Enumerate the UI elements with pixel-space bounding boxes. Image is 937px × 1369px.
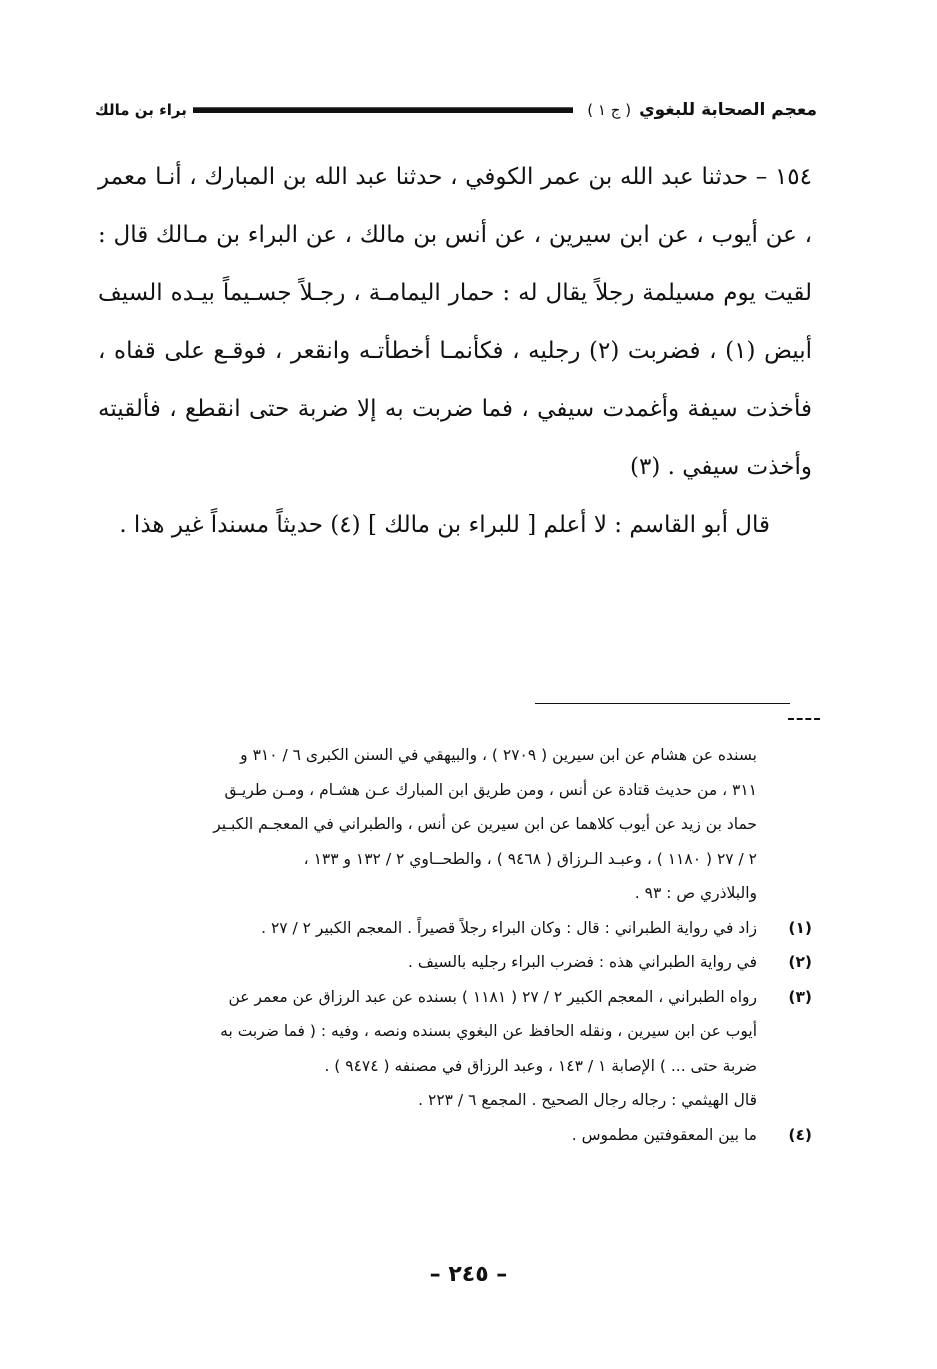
footnote-line: زاد في رواية الطبراني : قال : وكان البراء رجلاً قصيراً . المعجم الكبير ٢ / ٢٧ . — [261, 918, 757, 937]
hadith-paragraph: ١٥٤ – حدثنا عبد الله بن عمر الكوفي ، حدثنا عبد الله بن المبارك ، أنـا معمر ، عن أيوب ، عن ابن سيرين ، عن أنس بن مالك ، عن البراء بن مـالك قال : لقيت يوم مسيلمة رجلاً يقال له : حمار اليمامـة ، رجـلاً جسـيماً بيـده السيف أبيض (١) ، فضربت (٢) رجليه ، فكأنمـا أخطأتـه وانقعر ، فوقـع على قفاه ، فأخذت سيفة وأغمدت سيفي ، فما ضربت به إلا ضربة حتى انقطع ، فألقيته وأخذت سيفي . (٣) — [98, 164, 812, 480]
footnote-number: (١) — [788, 918, 812, 937]
running-header — [95, 92, 817, 128]
footnotes — [110, 738, 812, 1152]
main-text — [98, 148, 812, 554]
footnote-3 — [110, 980, 812, 1118]
footnote-line: والبلاذري ص : ٩٣ . — [634, 884, 757, 902]
footnote-line: بسنده عن هشام عن ابن سيرين ( ٢٧٠٩ ) ، والبيهقي في السنن الكبرى ٦ / ٣١٠ و — [240, 746, 757, 764]
footnote-line: ٢ / ٢٧ ( ١١٨٠ ) ، وعبـد الـرزاق ( ٩٤٦٨ ) ، والطحــاوي ٢ / ١٣٢ و ١٣٣ ، — [303, 849, 757, 868]
footnote-number: (٢) — [788, 953, 812, 971]
footnote-line: ما بين المعقوفتين مطموس . — [571, 1125, 757, 1144]
footnote-number: (٤) — [788, 1125, 812, 1144]
footnote-1 — [110, 911, 812, 946]
footnote-line: قال الهيثمي : رجاله رجال الصحيح . المجمع ٦ / ٢٢٣ . — [418, 1091, 757, 1109]
narrator-name: براء بن مالك — [95, 101, 187, 119]
footnote-line: حماد بن زيد عن أيوب كلاهما عن ابن سيرين عن أنس ، والطبراني في المعجـم الكبـير — [213, 815, 757, 833]
footnote-line: رواه الطبراني ، المعجم الكبير ٢ / ٢٧ ( ١١٨١ ) بسنده عن عبد الرزاق عن معمر عن — [228, 987, 757, 1006]
footnote-line: أيوب عن ابن سيرين ، ونقله الحافظ عن البغوي بسنده ونصه ، وفيه : ( فما ضربت به — [220, 1022, 757, 1040]
footnote-number: (٣) — [788, 987, 812, 1006]
page-number: – ٢٤٥ – — [429, 1262, 508, 1287]
volume-label: ( ج ١ ) — [587, 101, 632, 119]
footnote-dash-mark — [788, 718, 820, 723]
footnote-line: في رواية الطبراني هذه : فضرب البراء رجليه بالسيف . — [407, 953, 757, 971]
footnote-line: ٣١١ ، من حديث قتادة عن أنس ، ومن طريق ابن المبارك عـن هشـام ، ومـن طريـق — [224, 780, 757, 799]
book-title: معجم الصحابة للبغوي — [639, 100, 817, 120]
closing-line: قال أبو القاسم : لا أعلم [ للبراء بن مالك ] (٤) حديثاً مسنداً غير هذا . — [119, 512, 770, 538]
footnote-line: ضربة حتى ... ) الإصابة ١ / ١٤٣ ، وعبد الرزاق في مصنفه ( ٩٤٧٤ ) . — [324, 1056, 757, 1075]
footnote-2 — [110, 945, 812, 980]
footnote-continuation — [110, 738, 812, 911]
footnote-separator — [535, 703, 790, 704]
footnote-4 — [110, 1118, 812, 1153]
header-rule — [193, 107, 573, 113]
